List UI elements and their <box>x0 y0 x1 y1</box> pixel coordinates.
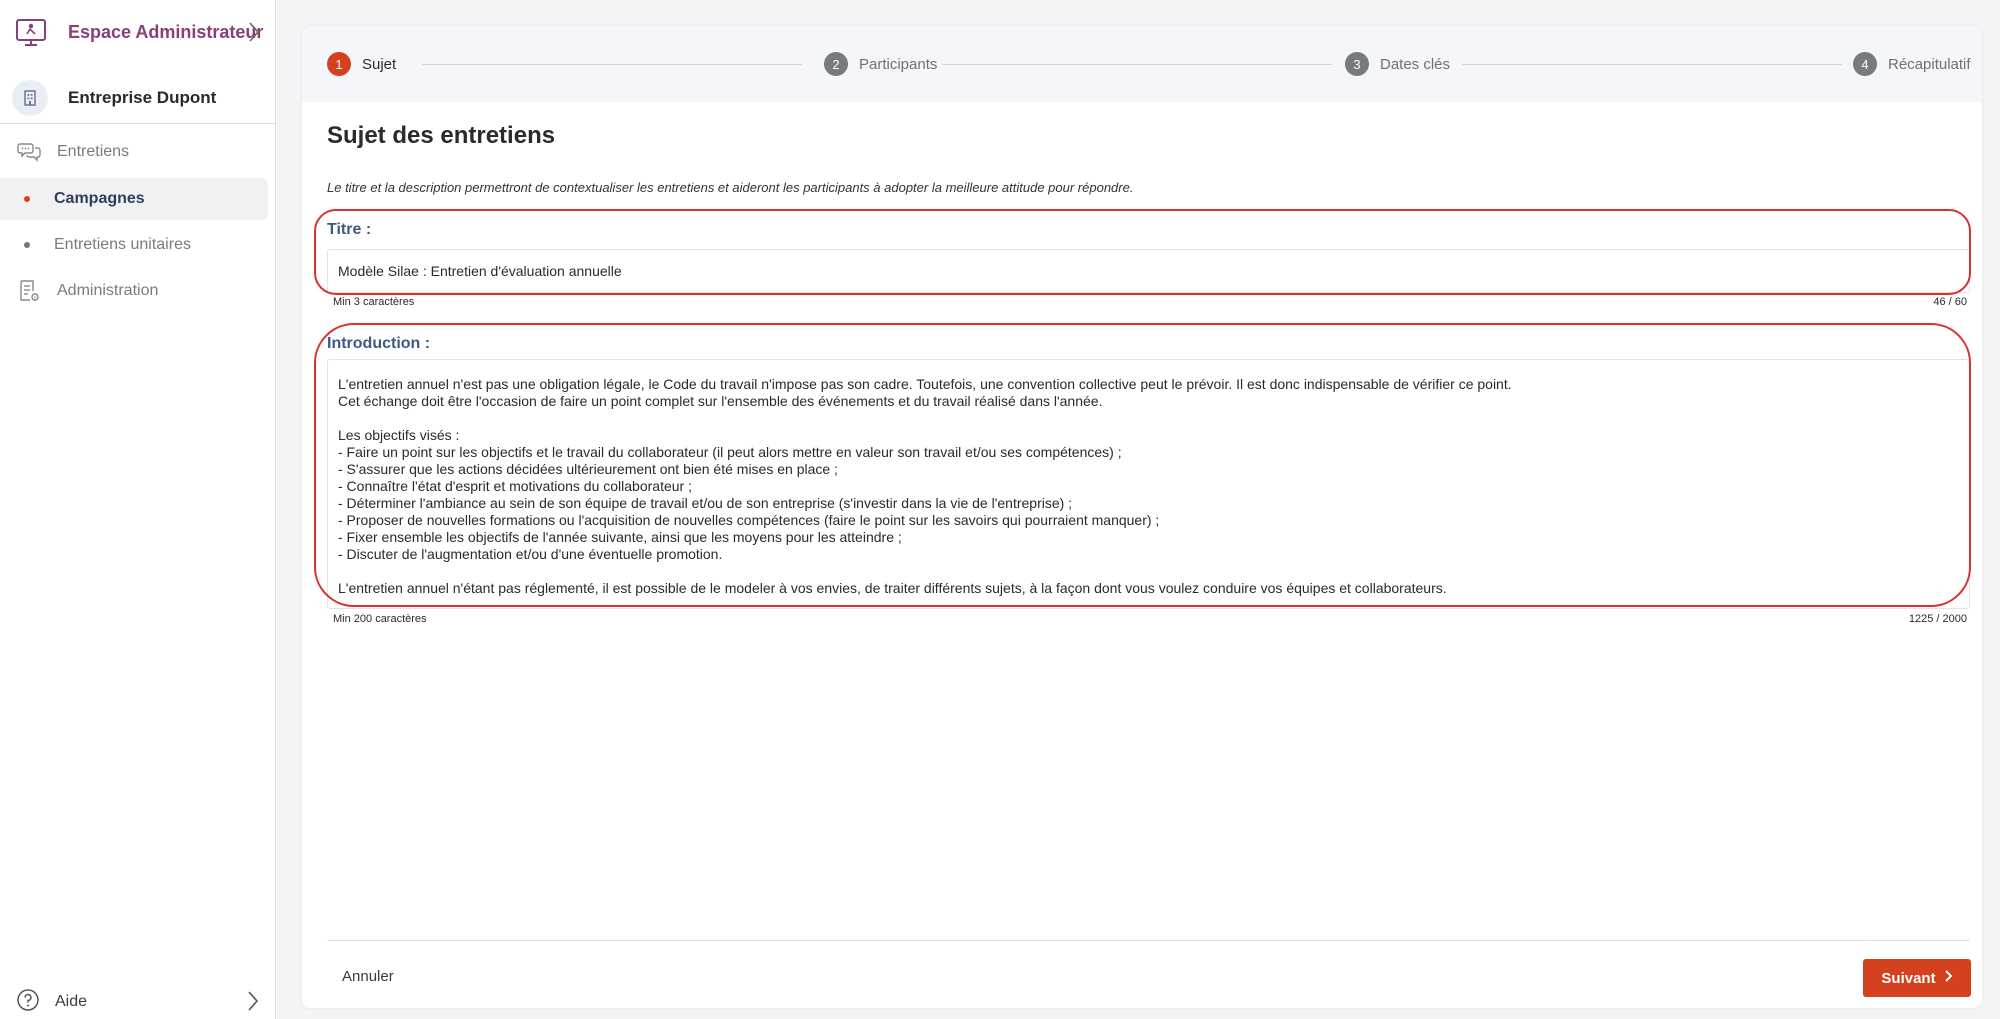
titre-input[interactable] <box>327 249 1970 293</box>
bullet-dot <box>24 242 30 248</box>
titre-min-hint: Min 3 caractères <box>333 296 415 308</box>
page-title: Sujet des entretiens <box>327 122 556 149</box>
sidebar-item-campagnes[interactable] <box>0 178 268 220</box>
company-name: Entreprise Dupont <box>68 87 217 107</box>
step-participants[interactable] <box>824 52 937 76</box>
titre-char-counter: 46 / 60 <box>1933 296 1967 308</box>
step-label: Participants <box>859 55 938 73</box>
cancel-button[interactable]: Annuler <box>342 968 394 985</box>
stepper <box>302 26 1982 102</box>
active-dot <box>24 196 30 202</box>
step-number: 3 <box>1345 52 1369 76</box>
step-number: 2 <box>824 52 848 76</box>
footer-divider <box>327 940 1970 941</box>
help-label: Aide <box>55 993 88 1010</box>
sidebar-item-entretiens[interactable] <box>0 131 268 173</box>
next-button[interactable] <box>1863 959 1971 997</box>
company-selector[interactable] <box>0 72 276 124</box>
chat-bubbles-icon <box>16 139 42 165</box>
chevron-right-icon <box>1944 969 1953 987</box>
step-number: 4 <box>1853 52 1877 76</box>
introduction-char-counter: 1225 / 2000 <box>1908 613 1967 625</box>
titre-label: Titre : <box>327 221 372 238</box>
app-switcher[interactable] <box>0 0 276 64</box>
sidebar-item-entretiens-unitaires[interactable] <box>0 224 268 266</box>
introduction-label: Introduction : <box>327 335 431 352</box>
step-dates-cles[interactable] <box>1345 52 1450 76</box>
sidebar-item-label: Entretiens unitaires <box>54 236 191 253</box>
step-number: 1 <box>327 52 351 76</box>
chevron-right-icon <box>246 990 260 1017</box>
chevron-right-icon[interactable] <box>242 20 266 44</box>
introduction-min-hint: Min 200 caractères <box>333 613 427 625</box>
introduction-textarea[interactable] <box>327 359 1970 609</box>
admin-monitor-icon <box>14 15 48 49</box>
step-sujet[interactable] <box>327 52 396 76</box>
step-label: Sujet <box>362 55 397 73</box>
step-connector <box>422 64 802 65</box>
step-connector <box>1462 64 1842 65</box>
step-label: Récapitulatif <box>1888 55 1971 73</box>
help-link[interactable] <box>0 984 276 1019</box>
sidebar-item-label: Campagnes <box>54 190 145 207</box>
help-circle-icon <box>16 988 40 1017</box>
step-connector <box>942 64 1332 65</box>
settings-document-icon <box>16 278 42 304</box>
sidebar-item-administration[interactable] <box>0 270 268 312</box>
building-icon <box>12 80 48 116</box>
campaign-form-card <box>302 26 1982 1008</box>
sidebar <box>0 0 276 1019</box>
step-label: Dates clés <box>1380 55 1451 73</box>
next-button-label: Suivant <box>1881 969 1936 987</box>
sidebar-item-label: Administration <box>57 282 159 299</box>
sidebar-item-label: Entretiens <box>57 143 130 160</box>
step-recapitulatif[interactable] <box>1853 52 1971 76</box>
section-description: Le titre et la description permettront de contextualiser les entretiens et aideront les participants à adopter la meilleure attitude pour répondre. <box>327 180 1134 195</box>
app-title: Espace Administrateur <box>68 21 264 42</box>
